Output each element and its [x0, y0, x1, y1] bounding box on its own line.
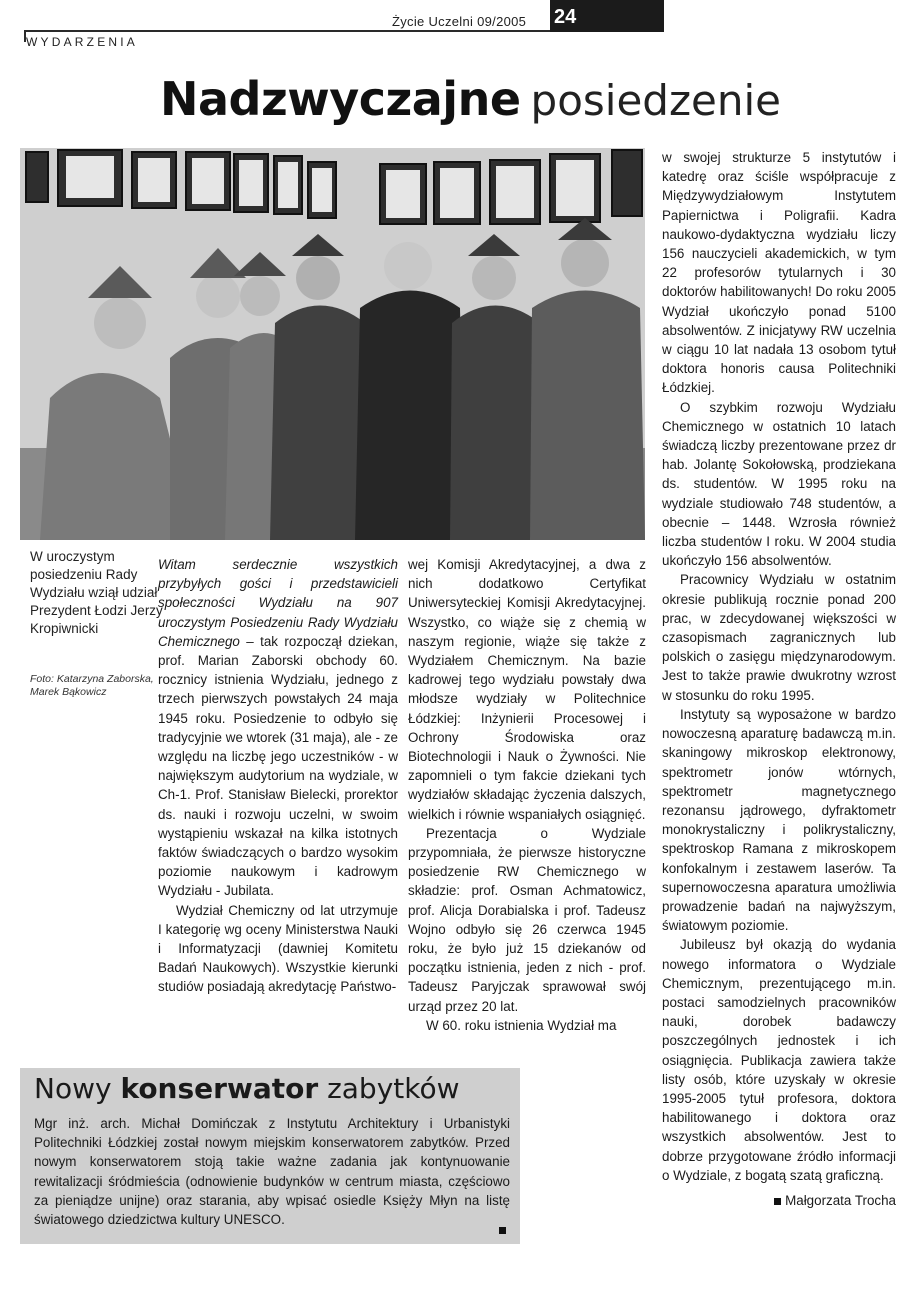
photo-credit: Foto: Katarzyna Zaborska, Marek Bąkowicz — [30, 673, 154, 698]
article-paragraph: wej Komisji Akredytacyjnej, a dwa z nich dodatkowo Certyfikat Uniwersyteckiej Komisji Akredytacyjnej. Wszystko, co wiąże się z chemią w naszym regionie, wiąże się także z Wydziałem Chemicznym. Na bazie kadrowej tego wydziału powstały dwa młodsze wydziały w Politechnice Łódzkiej: Inżynierii Procesowej i Ochrony Środowiska oraz Biotechnologii i Nauk o Żywności. Nie zapomnieli o tym fakcie dziekani tych wydziałów składając życzenia dalszych, wielkich i równie wspaniałych osiągnięć. — [408, 557, 646, 822]
article-paragraph — [158, 555, 398, 901]
article-column-2 — [408, 555, 646, 1035]
article-author: Małgorzata Trocha — [785, 1192, 896, 1208]
article-author-line — [662, 1191, 896, 1210]
article-paragraph: O szybkim rozwoju Wydziału Chemicznego w ostatnich 10 latach świadczą liczby prezentowane przez dr hab. Jolantę Sokołowską, prodziekana ds. studentów. W 1995 roku na wydziale studiowało 748 studentów, a obecnie – 1448. Wzrosła również liczba studentów I roku. W 2004 studia ukończyło 156 absolwentów. — [662, 399, 896, 569]
news-box-text: Mgr inż. arch. Michał Domińczak z Instytutu Architektury i Urbanistyki Politechniki Łódzkiej został nowym miejskim konserwatorem zabytków. Przed nowym konserwatorem stoją takie ważne zadania jak kontynuowanie rewitalizacji śródmieścia (odnowienie budynków w centrum miasta, częściowo za pieniądze unijne) oraz starania, aby wpisać osiedle Księży Młyn na listę światowego dziedzictwa kultury UNESCO. — [34, 1116, 510, 1228]
article-intro-rest: – tak rozpoczął dziekan, prof. Marian Zaborski obchody 60. rocznicy istnienia Wydziału, jednego z trzech pierwszych powstałych 24 maja 1945 roku. Posiedzenie to odbyło się tradycyjnie we wtorek (31 maja), ale - ze względu na liczbę jego uczestników - w największym audytorium na wydziale, w Ch-1. Prof. Stanisław Bielecki, prorektor ds. nauki i rozwoju uczelni, w swoim wystąpieniu wskazał na kilka istotnych faktów świadczących o bardzo wysokim poziomie naukowym i kadrowym Wydziału - Jubilata. — [158, 633, 398, 899]
news-box — [20, 1068, 520, 1244]
end-square-icon — [499, 1227, 506, 1234]
news-box-title-bold: konserwator — [120, 1072, 319, 1105]
news-box-title — [34, 1072, 460, 1105]
section-label: WYDARZENIA — [26, 35, 139, 49]
article-paragraph: W 60. roku istnienia Wydział ma — [426, 1017, 617, 1033]
article-intro-quote: Witam serdecznie wszystkich przybyłych gości i przedstawicieli społeczności Wydziału na 907 uroczystym Posiedzeniu Rady Wydziału Chemicznego — [158, 557, 398, 649]
article-paragraph: Pracownicy Wydziału w ostatnim okresie publikują rocznie ponad 200 prac, w zdecydowanej większości w czasopismach zagranicznych lub polskich o zasięgu międzynarodowym. Jest to także prawie dwukrotny wzrost w stosunku do roku 1995. — [662, 572, 896, 703]
news-box-title-post: zabytków — [327, 1072, 460, 1105]
photo-caption: W uroczystym posiedzeniu Rady Wydziału wziął udział Prezydent Łodzi Jerzy Kropiwnicki — [30, 549, 163, 636]
article-paragraph: Instytuty są wyposażone w bardzo nowoczesną aparaturę badawczą m.in. skaningowy mikroskop elektronowy, spektrometr jonów wtórnych, spektrometr magnetycznego rezonansu jądrowego, dyfraktometr monokrystaliczny i polikrystaliczny, spektroskop Ramana z mikroskopem konfokalnym i zestawem laserów. Ta supernowoczesna aparatura umożliwia prowadzenie badań na najwyższym, światowym poziomie. — [662, 706, 896, 934]
article-paragraph: Wydział Chemiczny od lat utrzymuje I kategorię wg oceny Ministerstwa Nauki i Informatyzacji (dawniej Komitetu Badań Naukowych). Wszystkie kierunki studiów posiadają akredytację Państwo- — [158, 902, 398, 995]
end-square-icon — [774, 1198, 781, 1205]
news-box-title-pre: Nowy — [34, 1072, 112, 1105]
article-paragraph: w swojej strukturze 5 instytutów i katedrę oraz ściśle współpracuje z Międzywydziałowym Instytutem Papiernictwa i Poligrafii. Kadra naukowo-dydaktyczna wydziału liczy 156 nauczycieli akademickich, w tym 22 profesorów tytularnych i 30 doktorów habilitowanych! Do roku 2005 Wydział ukończyło ponad 5100 absolwentów. Z inicjatywy RW uczelnia w ciągu 10 lat nadała 13 osobom tytuł doktora honoris causa Politechniki Łódzkiej. — [662, 150, 896, 396]
article-paragraph: Jubileusz był okazją do wydania nowego informatora o Wydziale Chemicznym, prezentującego m.in. postaci samodzielnych pracowników nauki, dorobek badawczy poszczególnych jednostek i ich osiągnięcia. Publikacja zawiera także listy osób, które uzyskały w okresie 1995-2005 tytuł profesora, doktora habilitowanego i doktora oraz wszystkich absolwentów. Jest to dobrze przygotowane źródło informacji o Wydziale, z bogatą szatą graficzną. — [662, 937, 896, 1183]
headline-bold: Nadzwyczajne — [160, 72, 521, 126]
ceremony-photo-illustration — [20, 148, 645, 540]
article-paragraph: Prezentacja o Wydziale przypomniała, że pierwsze historyczne posiedzenie RW Chemicznego w składzie: prof. Osman Achmatowicz, prof. Alicja Dorabialska i prof. Tadeusz Wojno odbyło się 26 czerwca 1945 roku, że było już 15 dziekanów od początku istnienia, jeden z nich - prof. Tadeusz Paryjczak sprawował swój urząd przez 20 lat. — [408, 825, 646, 1014]
publication-label: Życie Uczelni 09/2005 — [392, 14, 527, 29]
ceremony-photo — [20, 148, 645, 540]
article-headline — [160, 72, 781, 126]
article-column-3 — [662, 148, 896, 1210]
article-column-1 — [158, 555, 398, 997]
headline-light: posiedzenie — [530, 76, 781, 125]
page-number: 24 — [550, 0, 664, 32]
